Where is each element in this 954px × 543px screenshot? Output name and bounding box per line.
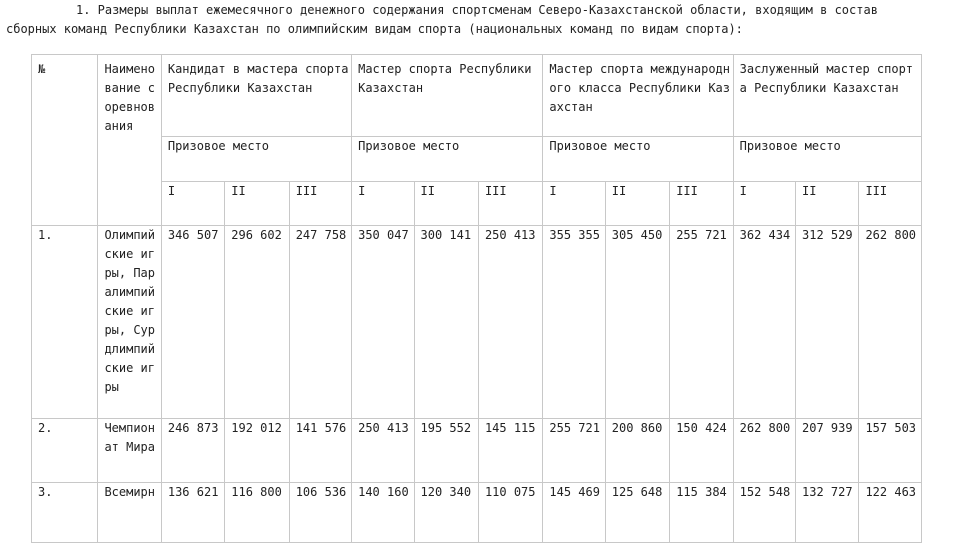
amount-cell: 300 141: [414, 226, 478, 419]
place-label: I: [543, 182, 605, 226]
place-label: I: [352, 182, 414, 226]
amount-cell: 145 469: [543, 483, 605, 543]
row-number: 3.: [32, 483, 98, 543]
table-row: [32, 419, 922, 483]
row-competition-name: Олимпийские игры, Паралимпийские игры, Сурдлимпийские игры: [98, 226, 161, 419]
prize-label: Призовое место: [352, 137, 543, 182]
amount-cell: 312 529: [796, 226, 859, 419]
place-label: I: [161, 182, 224, 226]
table-row: [32, 226, 922, 419]
place-label: II: [796, 182, 859, 226]
amount-cell: 122 463: [859, 483, 922, 543]
header-group-cms: Кандидат в мастера спорта Республики Казахстан: [161, 55, 351, 137]
place-label: II: [605, 182, 669, 226]
amount-cell: 255 721: [670, 226, 733, 419]
amount-cell: 115 384: [670, 483, 733, 543]
intro-paragraph: [0, 0, 954, 39]
payments-table: [31, 54, 922, 543]
amount-cell: 207 939: [796, 419, 859, 483]
place-label: I: [733, 182, 795, 226]
intro-line-1: 1. Размеры выплат ежемесячного денежного содержания спортсменам Северо-Казахстанской области, входящим в состав: [76, 3, 878, 17]
amount-cell: 125 648: [605, 483, 669, 543]
amount-cell: 150 424: [670, 419, 733, 483]
amount-cell: 132 727: [796, 483, 859, 543]
amount-cell: 200 860: [605, 419, 669, 483]
amount-cell: 355 355: [543, 226, 605, 419]
header-row-prize: [32, 137, 922, 182]
amount-cell: 305 450: [605, 226, 669, 419]
amount-cell: 262 800: [859, 226, 922, 419]
place-label: III: [859, 182, 922, 226]
amount-cell: 145 115: [478, 419, 542, 483]
amount-cell: 362 434: [733, 226, 795, 419]
amount-cell: 296 602: [225, 226, 289, 419]
header-group-msik: Мастер спорта международного класса Республики Казахстан: [543, 55, 733, 137]
header-group-ms: Мастер спорта Республики Казахстан: [352, 55, 543, 137]
amount-cell: 262 800: [733, 419, 795, 483]
amount-cell: 350 047: [352, 226, 414, 419]
intro-line-2: сборных команд Республики Казахстан по олимпийским видам спорта (национальных команд по видам спорта):: [6, 22, 743, 36]
amount-cell: 195 552: [414, 419, 478, 483]
row-competition-name: Всемирн: [98, 483, 161, 543]
amount-cell: 120 340: [414, 483, 478, 543]
place-label: III: [478, 182, 542, 226]
row-number: 1.: [32, 226, 98, 419]
header-row-categories: [32, 55, 922, 137]
amount-cell: 140 160: [352, 483, 414, 543]
amount-cell: 247 758: [289, 226, 351, 419]
amount-cell: 106 536: [289, 483, 351, 543]
table-row: [32, 483, 922, 543]
amount-cell: 250 413: [478, 226, 542, 419]
amount-cell: 116 800: [225, 483, 289, 543]
prize-label: Призовое место: [161, 137, 351, 182]
place-label: III: [289, 182, 351, 226]
place-label: II: [225, 182, 289, 226]
amount-cell: 141 576: [289, 419, 351, 483]
row-competition-name: Чемпионат Мира: [98, 419, 161, 483]
header-group-zms: Заслуженный мастер спорта Республики Казахстан: [733, 55, 921, 137]
amount-cell: 136 621: [161, 483, 224, 543]
amount-cell: 192 012: [225, 419, 289, 483]
header-row-places: [32, 182, 922, 226]
prize-label: Призовое место: [733, 137, 921, 182]
amount-cell: 346 507: [161, 226, 224, 419]
place-label: III: [670, 182, 733, 226]
amount-cell: 246 873: [161, 419, 224, 483]
amount-cell: 250 413: [352, 419, 414, 483]
place-label: II: [414, 182, 478, 226]
header-competition: Наименование соревнования: [98, 55, 161, 226]
amount-cell: 152 548: [733, 483, 795, 543]
prize-label: Призовое место: [543, 137, 733, 182]
amount-cell: 255 721: [543, 419, 605, 483]
amount-cell: 157 503: [859, 419, 922, 483]
row-number: 2.: [32, 419, 98, 483]
amount-cell: 110 075: [478, 483, 542, 543]
header-number: №: [32, 55, 98, 226]
